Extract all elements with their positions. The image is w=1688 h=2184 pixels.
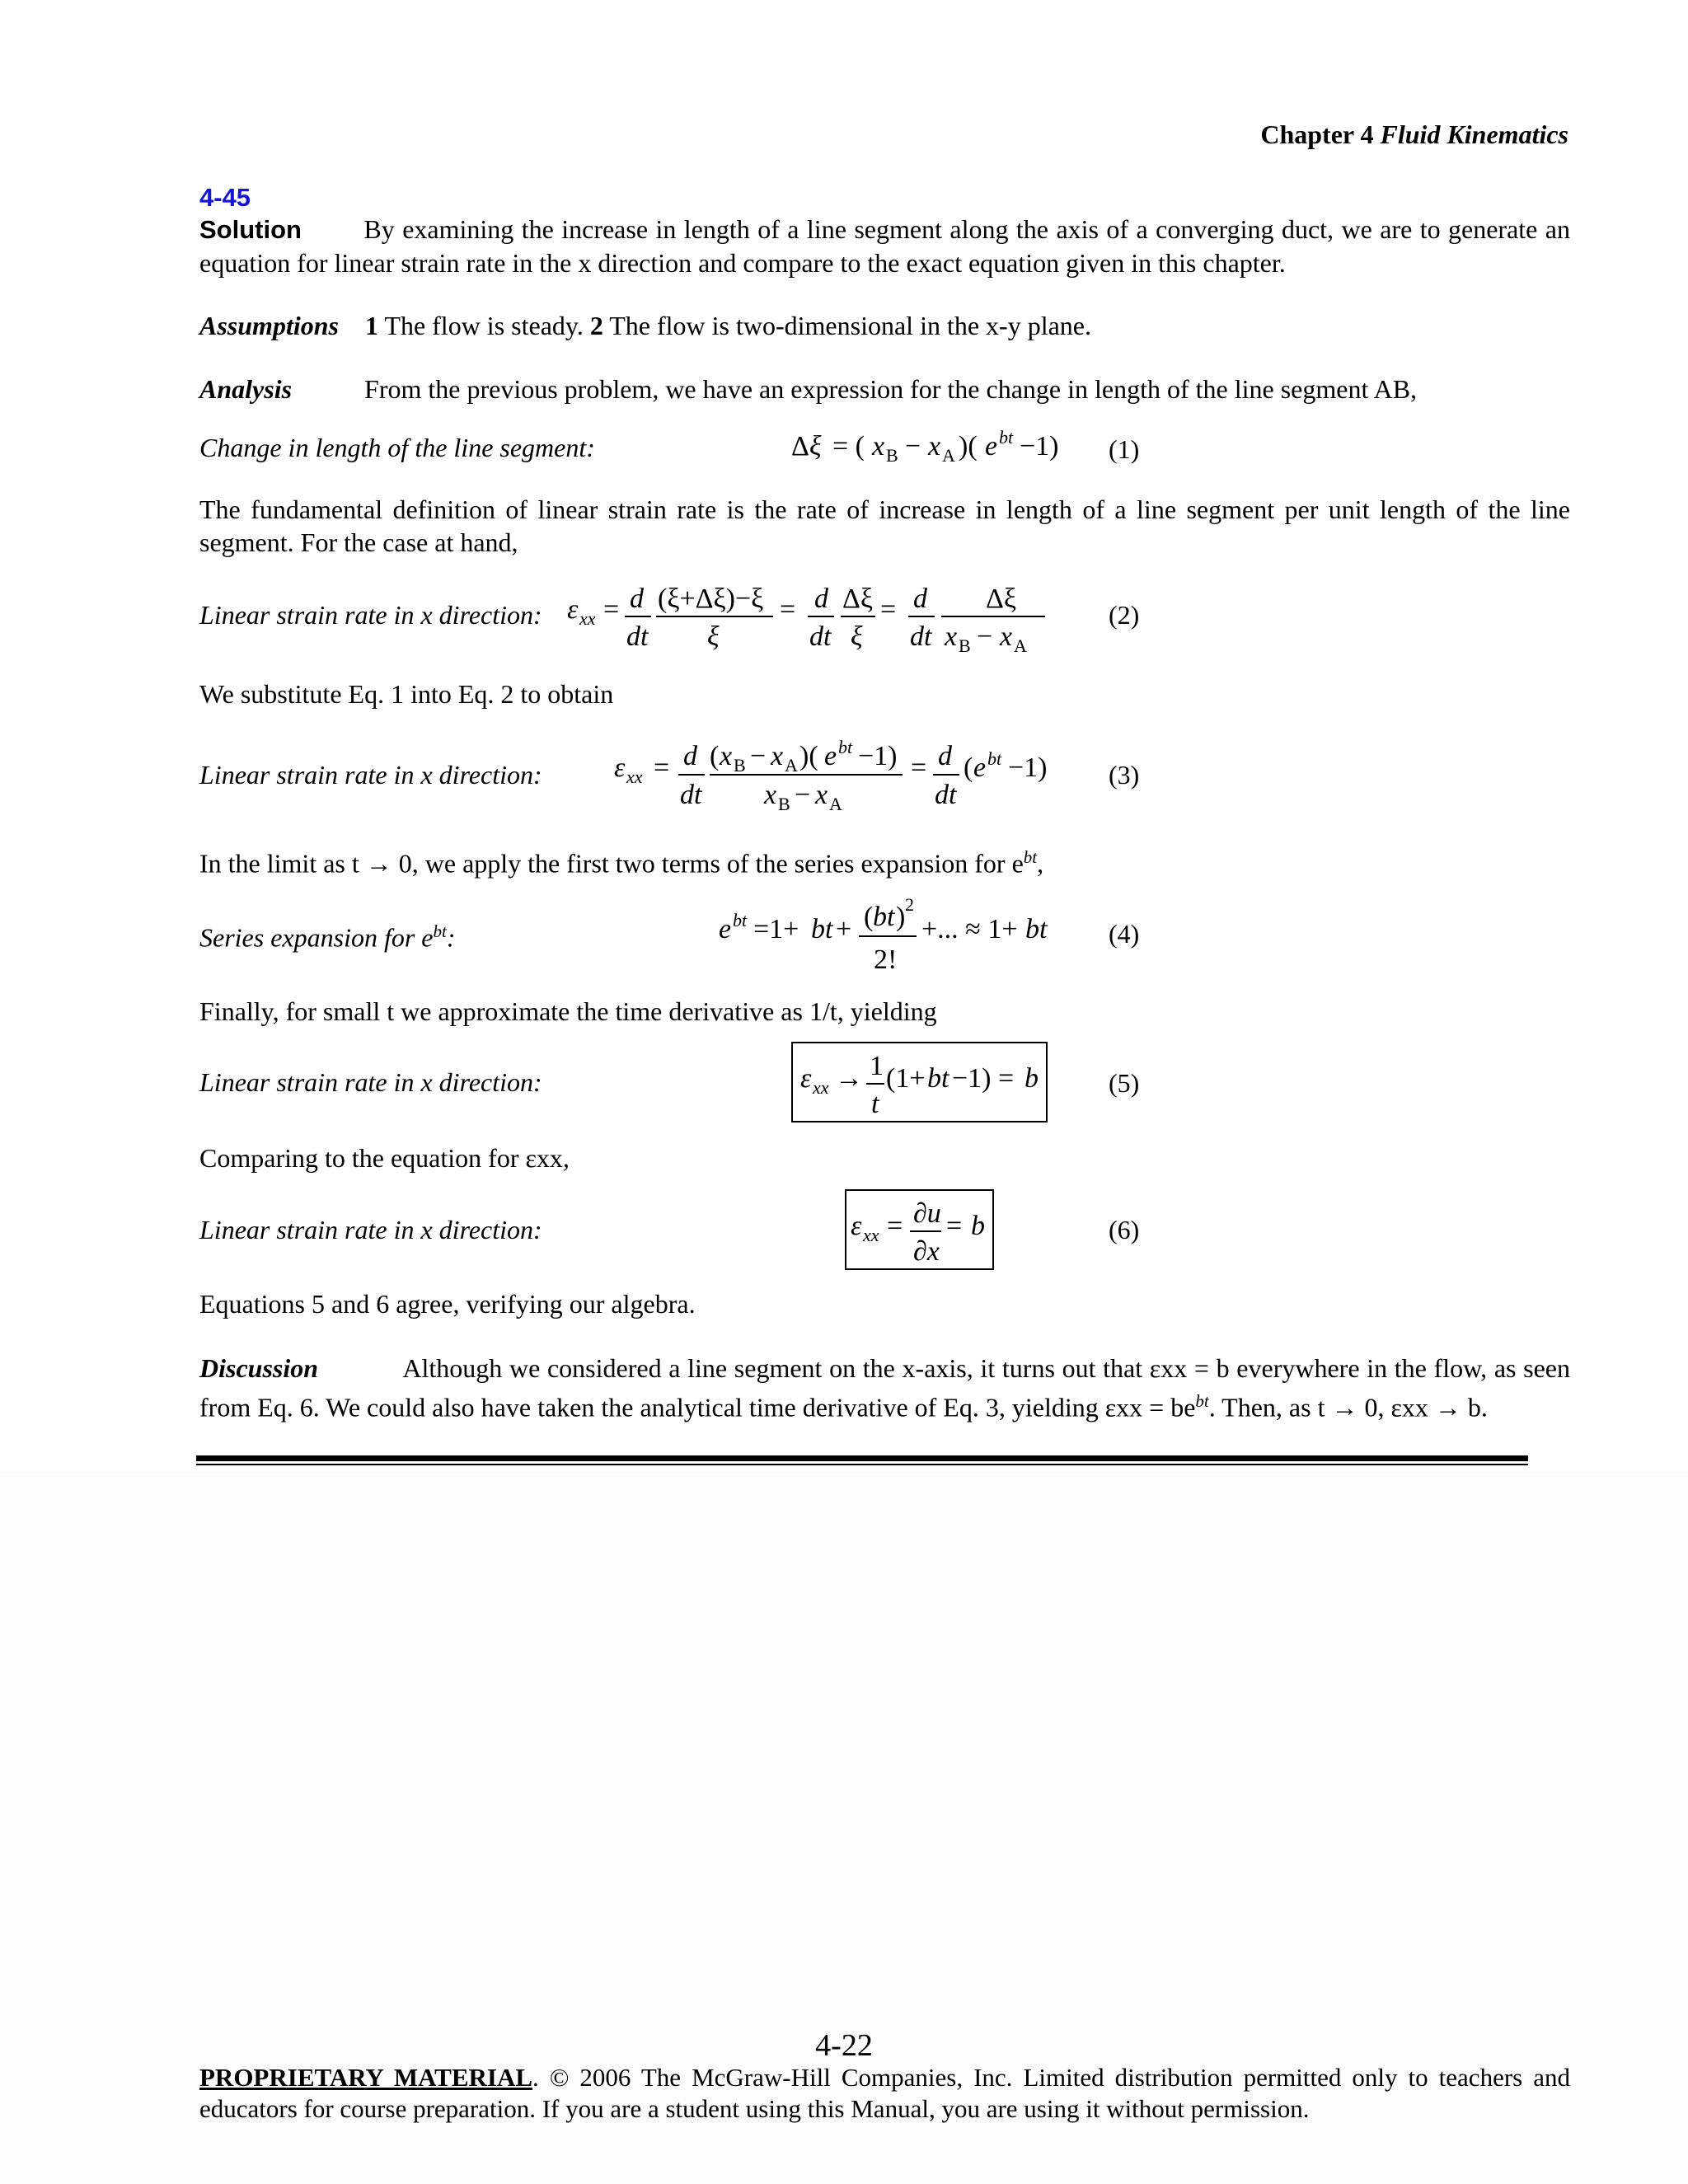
svg-text:): ) [896, 902, 906, 932]
svg-text:d: d [630, 583, 644, 614]
svg-text:ξ: ξ [809, 431, 822, 462]
eq6-label: Linear strain rate in x direction: [199, 1215, 542, 1244]
limit-end: , [1037, 848, 1044, 879]
svg-text:−1) =: −1) = [952, 1063, 1015, 1094]
svg-text:Δξ: Δξ [986, 583, 1017, 614]
chapter-title: Fluid Kinematics [1380, 120, 1568, 149]
svg-text:A: A [942, 445, 955, 466]
svg-text:B: B [734, 755, 746, 776]
svg-text:bt: bt [838, 737, 853, 757]
svg-text:dt: dt [809, 621, 832, 652]
svg-text:x: x [771, 741, 784, 771]
discussion-text-1: Although we considered a line segment on the x-axis, it turns out that εxx = b everywhere in the flow, as seen from Eq. 6. We could also have taken the analytical time derivative of Eq. 3, yielding εxx = be [199, 1353, 1571, 1422]
definition-paragraph: The fundamental definition of linear strain rate is the rate of increase in length of a line segment per unit length of the line segment. For the case at hand, [199, 494, 1570, 557]
svg-text:−: − [750, 741, 767, 771]
svg-text:=: = [911, 752, 927, 783]
svg-text:x: x [815, 780, 828, 810]
svg-text:bt: bt [873, 902, 895, 932]
svg-text:ε: ε [851, 1211, 862, 1241]
svg-text:b: b [971, 1211, 985, 1241]
svg-text:=1+: =1+ [753, 914, 799, 944]
eq4-number: (4) [1109, 919, 1140, 949]
substitute-paragraph: We substitute Eq. 1 into Eq. 2 to obtain [199, 679, 614, 709]
svg-text:A: A [785, 755, 798, 776]
svg-text:A: A [829, 794, 842, 814]
assumption-2-text: The flow is two-dimensional in the x-y plane. [603, 311, 1091, 340]
assumption-1-text: The flow is steady. [377, 311, 590, 340]
svg-text:∂u: ∂u [913, 1198, 941, 1229]
solution-label: Solution [199, 215, 302, 244]
svg-text:d: d [683, 741, 697, 771]
solution-text: By examining the increase in length of a line segment along the axis of a converging duct, we are to generate an equation for linear strain rate in the x direction and compare to the exact equation given in this chapter. [199, 214, 1571, 278]
svg-text:Δ: Δ [791, 431, 809, 462]
svg-text:d: d [938, 741, 952, 771]
analysis-label: Analysis [199, 374, 293, 404]
svg-text:xx: xx [579, 608, 596, 629]
discussion-text-2: . Then, as t → 0, εxx → b. [1208, 1392, 1488, 1422]
comparing-paragraph: Comparing to the equation for εxx, [199, 1143, 570, 1173]
eq3-label: Linear strain rate in x direction: [199, 760, 542, 790]
eq3-number: (3) [1109, 760, 1140, 790]
svg-text:(: ( [864, 902, 874, 932]
svg-text:t: t [871, 1089, 879, 1119]
svg-text:b: b [1025, 1063, 1039, 1094]
svg-text:bt: bt [1025, 914, 1048, 944]
limit-paragraph [199, 841, 1570, 880]
svg-text:d: d [814, 583, 828, 614]
eq2-label: Linear strain rate in x direction: [199, 600, 542, 630]
svg-text:∂x: ∂x [913, 1236, 940, 1267]
end-rule-thick [196, 1455, 1528, 1461]
svg-text:xx: xx [863, 1225, 879, 1245]
svg-text:bt: bt [999, 427, 1014, 448]
assumptions-label: Assumptions [199, 311, 339, 340]
chapter-header [1260, 120, 1568, 150]
finally-paragraph: Finally, for small t we approximate the time derivative as 1/t, yielding [199, 996, 937, 1026]
svg-text:dt: dt [910, 621, 932, 652]
svg-text:x: x [945, 621, 958, 652]
svg-text:e: e [973, 752, 987, 783]
svg-text:B: B [886, 445, 898, 466]
svg-text:=: = [880, 594, 897, 625]
limit-text: In the limit as t → 0, we apply the first two terms of the series expansion for e [199, 848, 1024, 879]
svg-text:dt: dt [626, 621, 649, 652]
svg-text:d: d [913, 583, 927, 614]
svg-text:→: → [835, 1063, 863, 1094]
svg-text:=: = [654, 752, 670, 783]
svg-text:=: = [603, 594, 620, 625]
svg-text:−: − [795, 780, 811, 810]
analysis-paragraph [199, 373, 1570, 405]
eq1-label: Change in length of the line segment: [199, 433, 595, 462]
equation-3 [614, 729, 1076, 820]
svg-text:)(: )( [799, 741, 818, 771]
agree-paragraph: Equations 5 and 6 agree, verifying our algebra. [199, 1289, 696, 1319]
solution-paragraph [199, 213, 1570, 279]
svg-text:x: x [764, 780, 777, 810]
eq1-number: (1) [1109, 434, 1140, 464]
svg-text:bt: bt [733, 910, 748, 930]
svg-text:x: x [1000, 621, 1013, 652]
svg-text:(: ( [710, 741, 720, 771]
svg-text:+... ≈ 1+: +... ≈ 1+ [921, 914, 1018, 944]
svg-text:B: B [959, 635, 971, 656]
svg-text:(1+: (1+ [886, 1063, 926, 1094]
copyright-text: . © 2006 The McGraw-Hill Companies, Inc. Limited distribution permitted only to teachers and educators for course preparation. If you are a student using this Manual, you are using it without permission. [199, 2063, 1570, 2123]
discussion-sup: bt [1195, 1391, 1209, 1411]
svg-text:−: − [977, 621, 993, 652]
svg-text:ε: ε [800, 1063, 812, 1094]
equation-4 [719, 894, 1065, 985]
eq6-number: (6) [1109, 1215, 1140, 1244]
svg-text:ξ: ξ [707, 621, 720, 652]
discussion-label: Discussion [199, 1353, 319, 1383]
svg-text:Δξ: Δξ [842, 583, 874, 614]
assumption-1-number: 1 [364, 311, 378, 340]
eq4-label-end: : [446, 922, 456, 953]
eq5-label: Linear strain rate in x direction: [199, 1067, 542, 1097]
end-rule-thin [196, 1464, 1528, 1465]
svg-text:A: A [1014, 635, 1027, 656]
svg-text:−: − [905, 431, 921, 462]
svg-text:dt: dt [680, 780, 702, 810]
svg-text:+: + [836, 914, 852, 944]
svg-text:bt: bt [927, 1063, 950, 1094]
svg-text:xx: xx [813, 1077, 829, 1098]
equation-1 [783, 420, 1063, 470]
assumptions-paragraph [199, 309, 1570, 342]
eq5-number: (5) [1109, 1068, 1140, 1098]
eq4-label-text: Series expansion for e [199, 922, 434, 953]
svg-text:2!: 2! [874, 944, 898, 975]
svg-text:xx: xx [626, 766, 643, 787]
svg-text:−1): −1) [1020, 431, 1059, 462]
svg-text:x: x [928, 431, 941, 462]
eq4-label-sup: bt [433, 921, 447, 941]
assumption-2-number: 2 [589, 311, 603, 340]
svg-text:e: e [719, 914, 732, 944]
equation-5 [795, 1043, 1043, 1119]
svg-text:e: e [824, 741, 837, 771]
svg-text:x: x [872, 431, 885, 462]
svg-text:ξ: ξ [851, 621, 863, 652]
copyright-footer [199, 2062, 1570, 2125]
svg-text:bt: bt [811, 914, 833, 944]
svg-text:ε: ε [614, 752, 626, 783]
svg-text:x: x [720, 741, 733, 771]
svg-text:ε: ε [567, 594, 579, 625]
svg-text:=: = [780, 594, 796, 625]
equation-6 [847, 1191, 992, 1267]
svg-text:−1): −1) [858, 741, 898, 771]
eq4-label [199, 921, 456, 954]
svg-text:1: 1 [870, 1051, 884, 1081]
svg-text:)(: )( [959, 431, 978, 462]
svg-text:(ξ+Δξ)−ξ: (ξ+Δξ)−ξ [658, 583, 764, 614]
svg-text:(: ( [964, 752, 973, 783]
proprietary-label: PROPRIETARY MATERIAL [199, 2063, 533, 2092]
svg-text:e: e [985, 431, 998, 462]
eq2-number: (2) [1109, 600, 1140, 630]
svg-text:= (: = ( [832, 431, 865, 462]
svg-text:2: 2 [905, 894, 914, 915]
svg-text:=: = [946, 1211, 963, 1241]
analysis-text: From the previous problem, we have an expression for the change in length of the line segment AB, [364, 374, 1418, 404]
page-number: 4-22 [815, 2028, 873, 2063]
svg-text:B: B [778, 794, 790, 814]
chapter-label: Chapter 4 [1260, 120, 1374, 149]
limit-sup: bt [1023, 847, 1038, 867]
equation-2 [567, 577, 1062, 659]
svg-text:bt: bt [987, 748, 1002, 769]
svg-text:dt: dt [935, 780, 957, 810]
problem-number: 4-45 [199, 183, 251, 212]
discussion-paragraph [199, 1352, 1570, 1424]
svg-text:−1): −1) [1008, 752, 1048, 783]
svg-text:=: = [887, 1211, 903, 1241]
